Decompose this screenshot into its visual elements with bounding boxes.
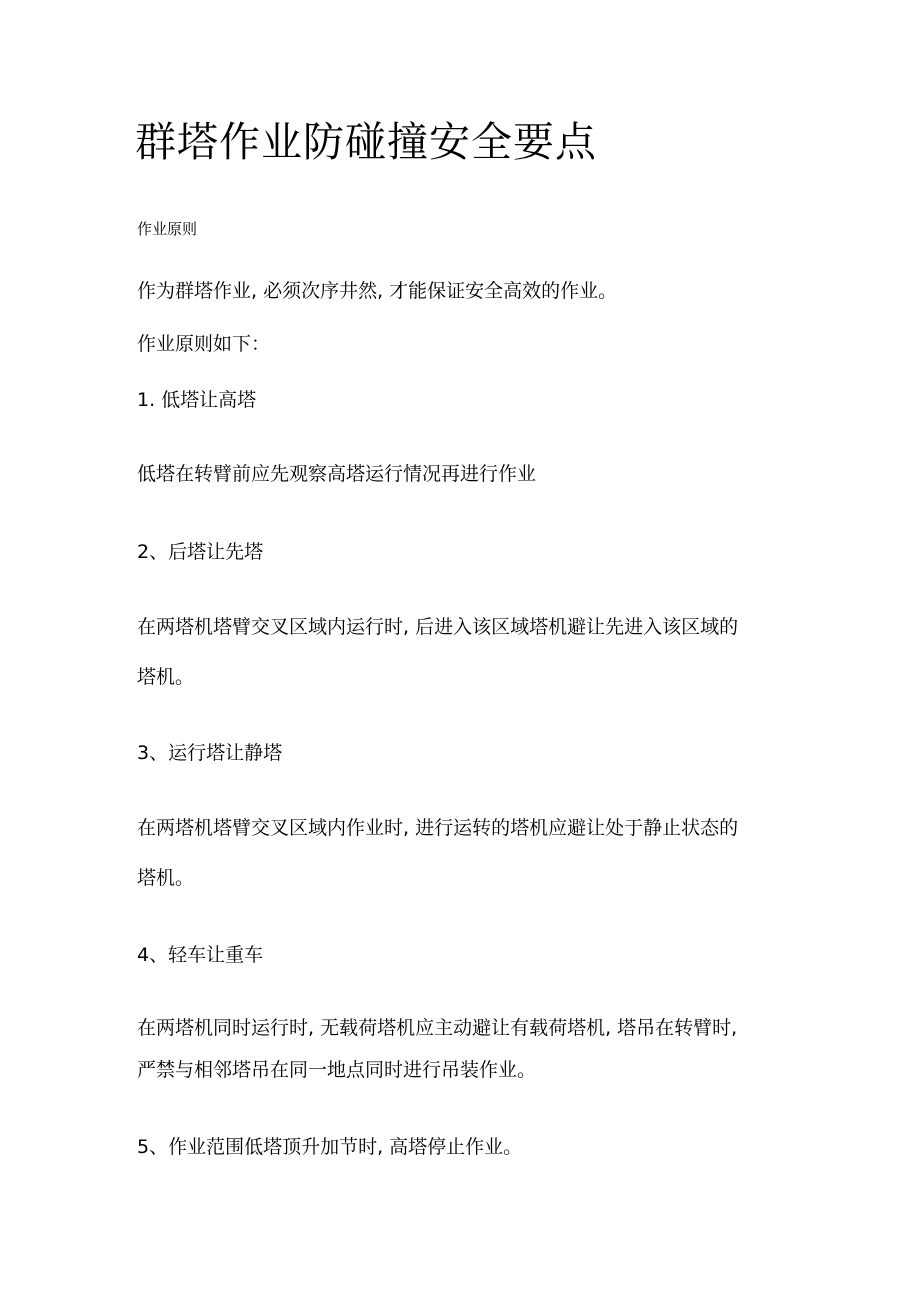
section-heading: 作业原则 [137, 220, 198, 238]
item-2-heading: 2、后塔让先塔 [137, 541, 264, 563]
item-2-text-line-2: 塔机。 [137, 666, 195, 688]
item-4-text-line-1: 在两塔机同时运行时, 无载荷塔机应主动避让有载荷塔机, 塔吊在转臂时, [137, 1017, 738, 1039]
item-1-heading: 1. 低塔让高塔 [137, 389, 257, 411]
item-4-text-line-2: 严禁与相邻塔吊在同一地点同时进行吊装作业。 [137, 1059, 537, 1081]
item-5-heading: 5、作业范围低塔顶升加节时, 高塔停止作业。 [137, 1136, 523, 1158]
intro-paragraph: 作为群塔作业, 必须次序井然, 才能保证安全高效的作业。 [137, 280, 618, 302]
item-3-text-line-1: 在两塔机塔臂交叉区域内作业时, 进行运转的塔机应避让处于静止状态的 [137, 817, 739, 839]
item-3-heading: 3、运行塔让静塔 [137, 742, 283, 764]
item-4-heading: 4、轻车让重车 [137, 944, 264, 966]
document-title: 群塔作业防碰撞安全要点 [135, 118, 597, 166]
item-2-text-line-1: 在两塔机塔臂交叉区域内运行时, 后进入该区域塔机避让先进入该区域的 [137, 616, 739, 638]
item-1-text-line-1: 低塔在转臂前应先观察高塔运行情况再进行作业 [137, 463, 537, 485]
principles-lead: 作业原则如下： [137, 333, 271, 355]
item-3-text-line-2: 塔机。 [137, 867, 195, 889]
